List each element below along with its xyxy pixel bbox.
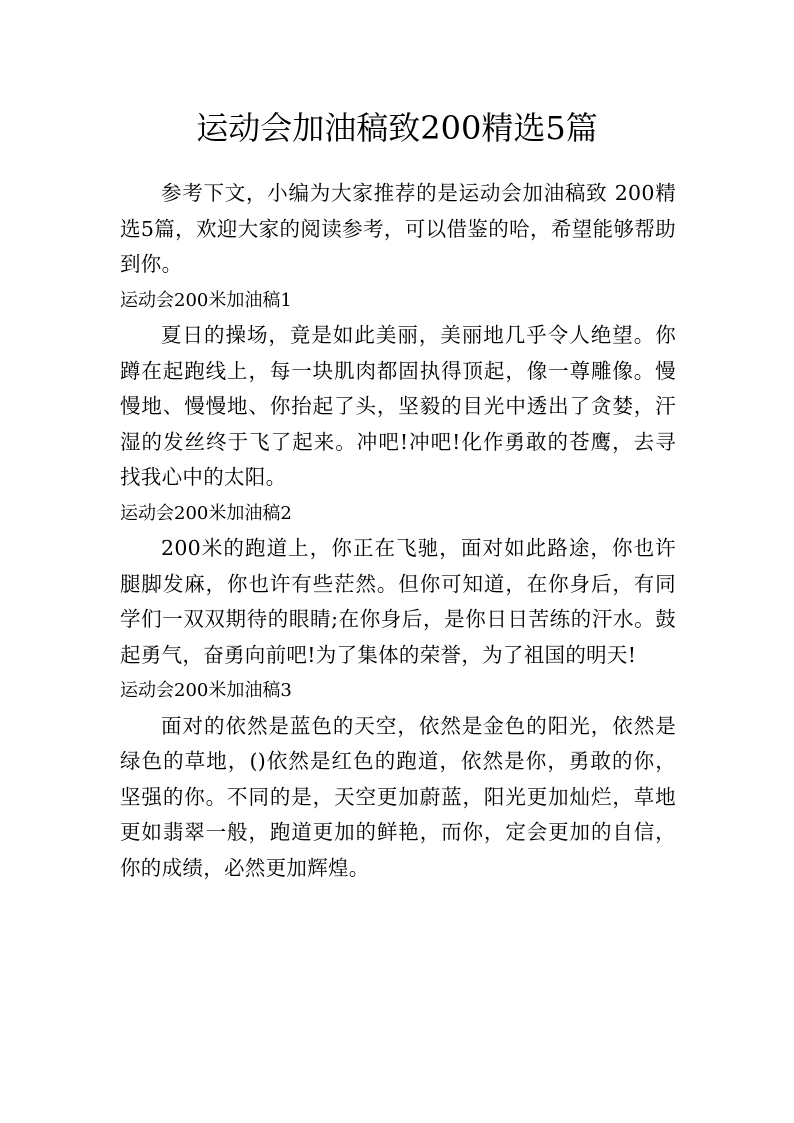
section-body-2: 200米的跑道上，你正在飞驰，面对如此路途，你也许腿脚发麻，你也许有些茫然。但你可知道，在你身后，有同学们一双双期待的眼睛;在你身后，是你日日苦练的汗水。鼓起勇气，奋勇向前吧!为了集体的荣誉，为了祖国的明天! — [120, 536, 676, 667]
section-body-3: 面对的依然是蓝色的天空，依然是金色的阳光，依然是绿色的草地，()依然是红色的跑道，依然是你，勇敢的你，坚强的你。不同的是，天空更加蔚蓝，阳光更加灿烂，草地更如翡翠一般，跑道更加的鲜艳，而你，定会更加的自信，你的成绩，必然更加辉煌。 — [120, 713, 676, 880]
section-heading-3: 运动会200米加油稿3 — [120, 680, 292, 701]
section-body-1: 夏日的操场，竟是如此美丽，美丽地几乎令人绝望。你蹲在起跑线上，每一块肌肉都固执得顶起，像一尊雕像。慢慢地、慢慢地、你抬起了头，坚毅的目光中透出了贪婪，汗湿的发丝终于飞了起来。冲吧!冲吧!化作勇敢的苍鹰，去寻找我心中的太阳。 — [120, 323, 676, 489]
section-heading-2: 运动会200米加油稿2 — [120, 502, 292, 524]
document-title: 运动会加油稿致200精选5篇 — [196, 109, 598, 147]
section-heading-1: 运动会200米加油稿1 — [120, 289, 292, 311]
document-body — [120, 176, 676, 886]
intro-paragraph: 参考下文，小编为大家推荐的是运动会加油稿致 200精选5篇，欢迎大家的阅读参考，可以借鉴的哈，希望能够帮助到你。 — [120, 181, 676, 276]
